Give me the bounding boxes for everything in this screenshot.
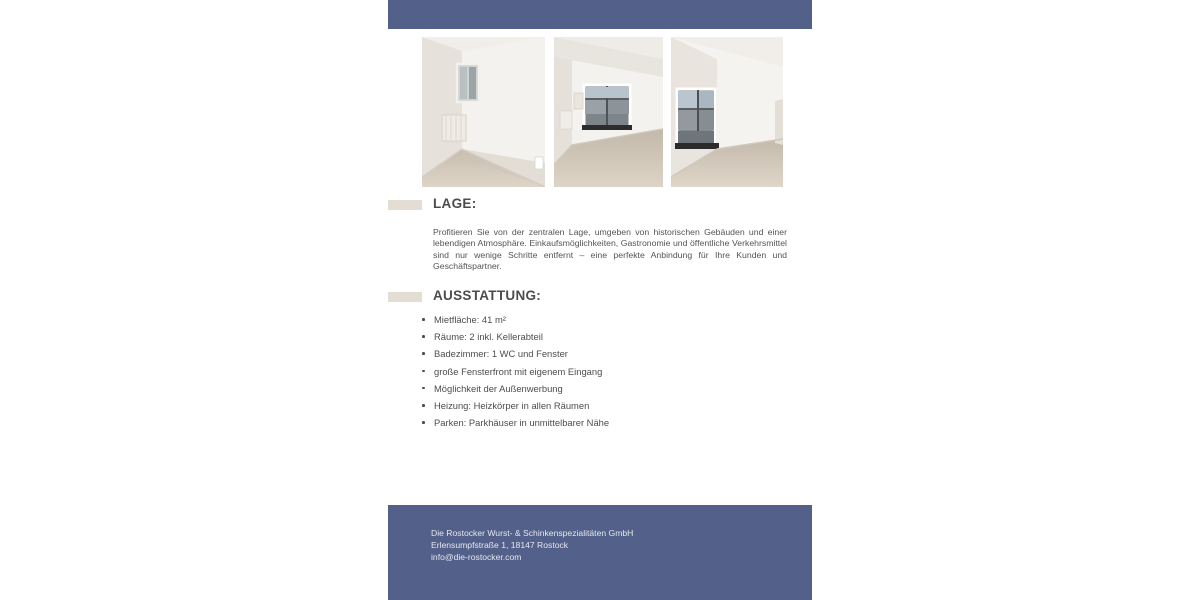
- list-item: Möglichkeit der Außenwerbung: [422, 380, 802, 397]
- accent-swatch-lage: [388, 200, 422, 210]
- list-item: Mietfläche: 41 m²: [422, 311, 802, 328]
- section-title-ausstattung: AUSSTATTUNG:: [433, 288, 542, 303]
- footer-contact-block: [431, 528, 633, 564]
- list-item: Heizung: Heizkörper in allen Räumen: [422, 397, 802, 414]
- room-photo-1-illustration: [422, 37, 545, 187]
- photo-gallery: [422, 37, 783, 187]
- footer-company-name: Die Rostocker Wurst- & Schinkenspezialitäten GmbH: [431, 528, 634, 538]
- footer-band: [388, 505, 812, 600]
- section-header-lage: [388, 196, 812, 216]
- photo-empty-room-window-front[interactable]: [554, 37, 663, 187]
- feature-list: [422, 311, 802, 431]
- room-photo-3-illustration: [671, 37, 783, 187]
- list-item: Parken: Parkhäuser in unmittelbarer Nähe: [422, 414, 802, 431]
- footer-email[interactable]: info@die-rostocker.com: [431, 551, 522, 562]
- document-page: [388, 0, 812, 600]
- lage-paragraph: Profitieren Sie von der zentralen Lage, umgeben von historischen Gebäuden und einer lebendigen Atmosphäre. Einkaufsmöglichkeiten, Gastronomie und öffentliche Verkehrsmittel sind nur wenige Schritte entfernt – eine perfekte Anbindung für Ihre Kunden und Geschäftspartner.: [433, 226, 787, 272]
- footer-address: Erlensumpfstraße 1, 18147 Rostock: [431, 539, 569, 550]
- list-item: Badezimmer: 1 WC und Fenster: [422, 345, 802, 362]
- room-photo-2-illustration: [554, 37, 663, 187]
- photo-empty-room-small-window[interactable]: [422, 37, 545, 187]
- photo-empty-room-corner-window[interactable]: [671, 37, 783, 187]
- header-band: [388, 0, 812, 29]
- accent-swatch-ausstattung: [388, 292, 422, 302]
- list-item: große Fensterfront mit eigenem Eingang: [422, 363, 802, 380]
- section-title-lage: LAGE:: [433, 196, 477, 211]
- section-header-ausstattung: [388, 288, 812, 308]
- list-item: Räume: 2 inkl. Kellerabteil: [422, 328, 802, 345]
